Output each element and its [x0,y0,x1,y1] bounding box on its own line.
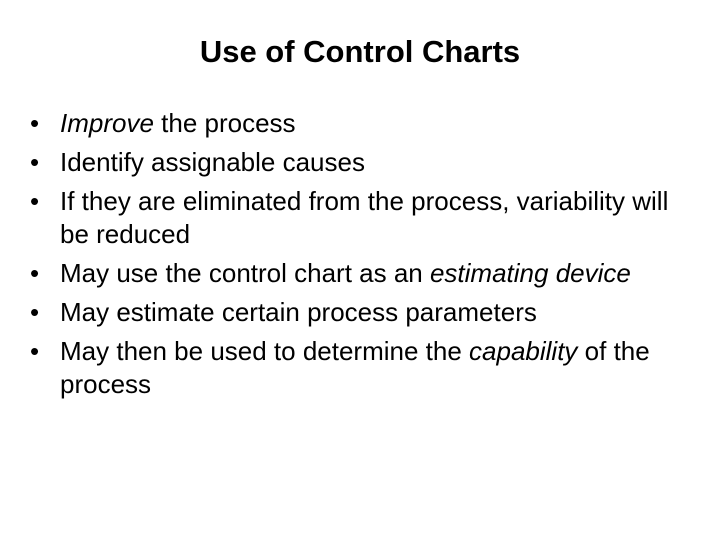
bullet-segment-emphasis: capability [469,336,578,366]
bullet-icon: • [30,147,40,177]
bullet-segment: May use the control chart as an [60,258,430,288]
bullet-text [60,336,650,399]
bullet-text [60,258,631,288]
bullet-item [30,146,690,179]
bullet-icon: • [30,336,40,366]
bullet-icon: • [30,186,40,216]
bullet-item [30,296,690,329]
bullet-segment: If they are eliminated from the process, variability will be reduced [60,186,669,249]
bullet-item [30,185,690,251]
bullet-text [60,297,537,327]
bullet-icon: • [30,297,40,327]
bullet-segment: May then be used to determine the [60,336,470,366]
bullet-icon: • [30,258,40,288]
bullet-segment: the process [153,108,296,138]
bullet-icon: • [30,108,40,138]
bullet-segment: May estimate certain process parameters [60,297,537,327]
bullet-segment: Identify assignable causes [60,147,365,177]
bullet-list [30,107,690,407]
bullet-item [30,107,690,140]
bullet-item [30,335,690,401]
slide-title: Use of Control Charts [199,34,521,69]
bullet-item [30,257,690,290]
bullet-text [60,108,296,138]
bullet-text [60,186,668,249]
bullet-segment-emphasis: Improve [60,108,154,138]
bullet-text [60,147,365,177]
bullet-segment-emphasis: estimating device [429,258,631,288]
bullet-segment: of the process [60,336,650,399]
